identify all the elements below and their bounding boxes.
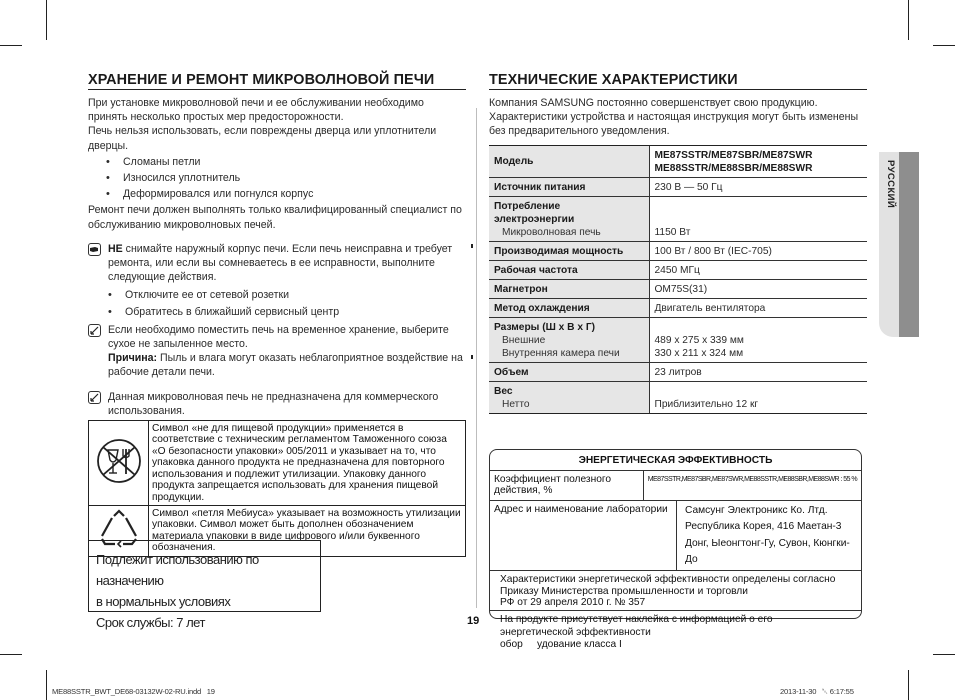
laboratory-line: Республика Корея, 416 Маетан-3 — [685, 521, 842, 533]
spec-value: 230 В — 50 Гц — [649, 177, 867, 196]
warning-text: Печь нельзя использовать, если повреждены дверца или уплотнители дверцы. — [88, 125, 437, 152]
crop-mark — [0, 654, 22, 655]
life-line: Подлежит использованию по назначению — [96, 552, 259, 588]
spec-value: 23 литров — [649, 362, 867, 381]
footer-timestamp: 2013-11-30 ␀ 6:17:55 — [780, 687, 854, 696]
order-line: Характеристики энергетической эффективности определены согласно — [500, 574, 836, 586]
spec-label: Источник питания — [489, 177, 649, 196]
laboratory-label: Адрес и наименование лаборатории — [490, 501, 677, 571]
symbols-table — [88, 420, 466, 556]
table-row — [489, 196, 867, 241]
table-row — [489, 145, 867, 177]
spec-value: 1150 Вт — [649, 196, 867, 241]
spec-value: 330 x 211 x 324 мм — [654, 347, 744, 359]
table-row — [489, 260, 867, 279]
table-row — [89, 421, 466, 506]
life-line: Срок службы: 7 лет — [96, 615, 205, 630]
life-line: в нормальных условиях — [96, 594, 231, 609]
sticker-text — [490, 611, 861, 654]
crop-mark — [933, 654, 955, 655]
order-text — [490, 571, 861, 611]
list-item: • Отключите ее от сетевой розетки — [108, 288, 466, 302]
caution-bold: НЕ — [108, 242, 123, 255]
damage-list — [106, 155, 466, 202]
table-row — [489, 298, 867, 317]
spec-value: Приблизительно 12 кг — [649, 381, 867, 413]
sticker-line: На продукте присутствует наклейка с информацией о его — [500, 614, 773, 626]
laboratory-line: Донг, Ыеонгтонг-Гу, Сувон, Кюнгки-До — [685, 537, 850, 565]
specs-table — [489, 145, 867, 414]
spec-sublabel: Внутренняя камера печи — [502, 347, 620, 359]
crop-mark — [46, 670, 47, 700]
intro-text: При установке микроволновой печи и ее обслуживании необходимо принять несколько простых мер предосторожности. — [88, 97, 424, 124]
commercial-note — [88, 390, 466, 418]
commercial-text: Данная микроволновая печь не предназначена для коммерческого использования. — [108, 390, 439, 417]
spec-label: Потребление электроэнергии — [494, 200, 575, 225]
mobius-text: Символ «петля Мебиуса» указывает на возможность утилизации упаковки. Символ может быть дополнен обозначением материала упаковки в виде цифрового и/или буквенного обозначения. — [149, 505, 466, 556]
footer-filename: ME88SSTR_BWT_DE68-03132W-02-RU.indd 19 — [52, 687, 215, 696]
intro-text: Компания SAMSUNG постоянно совершенствует свою продукцию. Характеристики устройства и настоящая инструкция могут быть изменены без предварительного уведомления. — [489, 97, 859, 138]
spec-value: Двигатель вентилятора — [649, 298, 867, 317]
spec-sublabel: Внешние — [502, 334, 546, 346]
action-list — [108, 288, 466, 318]
efficiency-label: Коэффициент полезного действия, % — [490, 471, 644, 500]
binding-mark — [471, 355, 473, 359]
caution-text: снимайте наружный корпус печи. Если печь неисправна и требует ремонта, или если вы сомневаетесь в ее исправности, выполните следующие действия. — [108, 242, 453, 284]
not-for-food-text: Символ «не для пищевой продукции» применяется в соответствие с техническим регламентом Таможенного союза «О безопасности упаковки» 005/2011 и указывает на то, что упаковка данного продукта не предназначена для повторного использования и подлежит утилизации. Упаковку данного продукта запрещается использовать для хранения пищевой продукции. — [149, 421, 466, 506]
service-life-box — [88, 540, 321, 630]
section-title: ТЕХНИЧЕСКИЕ ХАРАКТЕРИСТИКИ — [489, 72, 867, 90]
table-row — [489, 317, 867, 362]
repair-text: Ремонт печи должен выполнять только квалифицированный специалист по обслуживанию микроволновых печей. — [88, 204, 462, 231]
spec-value: 100 Вт / 800 Вт (IEC-705) — [649, 241, 867, 260]
laboratory-row — [490, 501, 861, 572]
page-number: 19 — [467, 615, 480, 627]
crop-mark — [933, 45, 955, 46]
spec-sublabel: Микроволновая печь — [502, 226, 601, 238]
spec-sublabel: Нетто — [502, 398, 530, 410]
language-label: РУССКИЙ — [885, 160, 896, 209]
table-row — [489, 177, 867, 196]
energy-efficiency-box — [489, 449, 862, 651]
table-row — [489, 362, 867, 381]
sticker-line: энергетической эффективности — [500, 626, 651, 638]
laboratory-line: Самсунг Электроникс Ко. Лтд. — [685, 504, 828, 516]
crop-mark — [0, 45, 22, 46]
efficiency-row — [490, 471, 861, 501]
spec-value: 2450 МГц — [649, 260, 867, 279]
table-row — [489, 241, 867, 260]
spec-label: Размеры (Ш x В x Г) — [494, 321, 596, 333]
spec-value: 489 x 275 x 339 мм — [654, 334, 744, 346]
spec-label: Производимая мощность — [489, 241, 649, 260]
list-item: • Сломаны петли — [106, 155, 466, 169]
spec-label: Метод охлаждения — [489, 298, 649, 317]
caution-note — [88, 242, 466, 319]
crop-mark — [46, 0, 47, 40]
crop-mark — [908, 0, 909, 40]
crop-mark — [908, 670, 909, 700]
storage-text: Если необходимо поместить печь на временное хранение, выберите сухое не запыленное место. — [108, 323, 449, 351]
binding-mark — [471, 244, 473, 248]
reason-label: Причина: — [108, 352, 158, 365]
spec-value: ME87SSTR/ME87SBR/ME87SWR — [654, 149, 813, 161]
spec-label: Объем — [489, 362, 649, 381]
spec-label: Рабочая частота — [489, 260, 649, 279]
spec-value: OM75S(31) — [649, 279, 867, 298]
list-item: • Износился уплотнитель — [106, 171, 466, 185]
spec-label: Магнетрон — [489, 279, 649, 298]
order-line: Приказу Министерства промышленности и торговли — [500, 585, 748, 597]
specifications-section — [489, 72, 867, 414]
note-pencil-icon — [88, 324, 101, 337]
section-title: ХРАНЕНИЕ И РЕМОНТ МИКРОВОЛНОВОЙ ПЕЧИ — [88, 72, 466, 90]
storage-repair-section — [88, 72, 466, 557]
table-row — [489, 279, 867, 298]
list-item: • Деформировался или погнулся корпус — [106, 187, 466, 201]
spec-value: ME88SSTR/ME88SBR/ME88SWR — [654, 162, 813, 174]
storage-note — [88, 323, 466, 380]
pointing-hand-icon — [88, 243, 101, 256]
energy-title: ЭНЕРГЕТИЧЕСКАЯ ЭФФЕКТИВНОСТЬ — [490, 450, 861, 471]
efficiency-value: ME87SSTR,ME87SBR,ME87SWR,ME88SSTR,ME88SBR,ME88SWR : 55 % — [647, 475, 857, 483]
sticker-line: обор удование класса I — [500, 639, 622, 651]
spec-label: Вес — [494, 385, 513, 397]
spec-label: Модель — [489, 145, 649, 177]
note-pencil-icon — [88, 391, 101, 404]
binding-line — [476, 108, 477, 608]
list-item: • Обратитесь в ближайший сервисный центр — [108, 305, 466, 319]
not-for-food-icon — [89, 421, 149, 506]
language-tab-stripe — [899, 152, 919, 337]
reason-text: Пыль и влага могут оказать неблагоприятное воздействие на рабочие детали печи. — [108, 352, 463, 379]
table-row — [489, 381, 867, 413]
order-line: РФ от 29 апреля 2010 г. № 357 — [500, 596, 646, 608]
language-tab — [879, 152, 919, 337]
